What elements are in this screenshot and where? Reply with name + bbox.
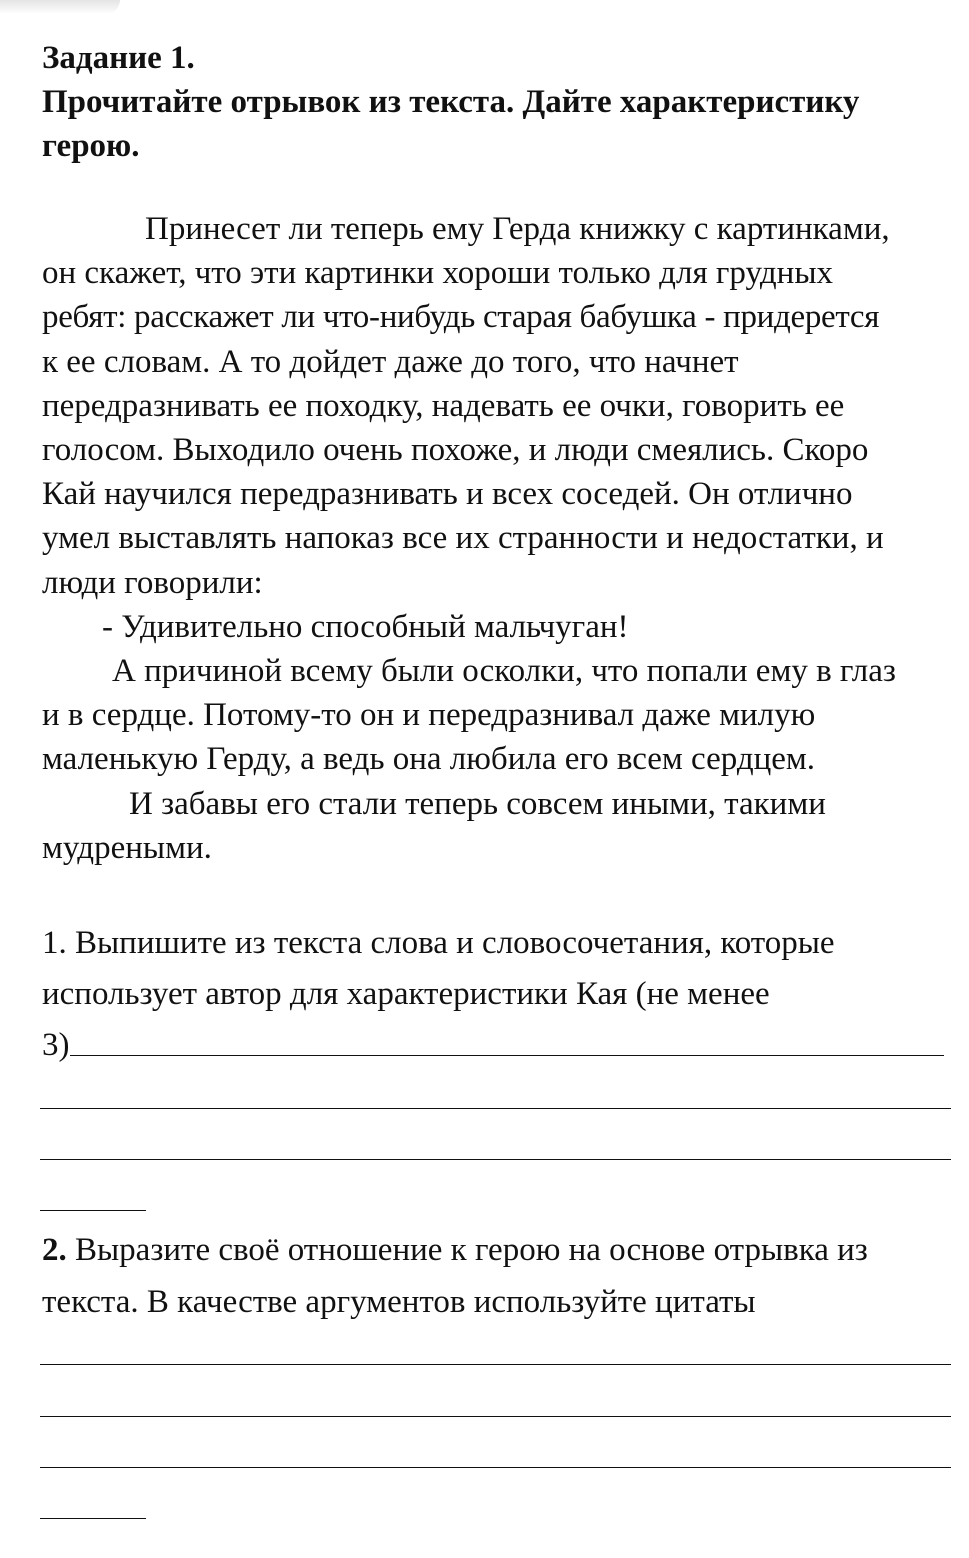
passage-line: передразнивать ее походку, надевать ее очки, говорить ее — [42, 387, 845, 424]
question-2-text: текста. В качестве аргументов используйте цитаты — [42, 1284, 756, 1320]
passage-dialogue-line: - Удивительно способный мальчуган! — [102, 608, 629, 645]
task-instruction-line: Прочитайте отрывок из текста. Дайте характеристику — [42, 84, 860, 120]
question-2-text: Выразите своё отношение к герою на основе отрывка из — [75, 1232, 868, 1268]
passage-line: Принесет ли теперь ему Герда книжку с картинками, — [145, 211, 890, 247]
passage-line: А причиной всему были осколки, что попали ему в глаз — [112, 653, 896, 690]
task-title: Задание 1. — [42, 40, 195, 76]
passage-line: мудреными. — [42, 829, 212, 866]
question-1-number: 1. — [42, 925, 67, 961]
question-2 — [42, 1224, 962, 1328]
answer-line[interactable] — [40, 1159, 951, 1160]
passage-line: он скажет, что эти картинки хороши только для грудных — [42, 255, 834, 292]
answer-line[interactable] — [40, 1364, 951, 1365]
task-instruction-line: герою. — [42, 128, 140, 164]
page-corner-shadow — [0, 0, 120, 14]
question-1-text: 3) — [42, 1027, 70, 1063]
passage-line: И забавы его стали теперь совсем иными, такими — [129, 785, 826, 822]
answer-line[interactable] — [40, 1518, 146, 1519]
passage-line: умел выставлять напоказ все их странности и недостатки, и — [42, 520, 884, 557]
answer-line[interactable] — [40, 1108, 951, 1109]
answer-line[interactable] — [40, 1210, 146, 1211]
passage-line: и в сердце. Потому-то он и передразнивал даже милую — [42, 697, 816, 734]
passage-line: к ее словам. А то дойдет даже до того, что начнет — [42, 343, 739, 380]
reading-passage — [42, 207, 962, 870]
question-1-text: Выпишите из текста слова и словосочетания, которые — [75, 925, 835, 961]
question-1 — [42, 918, 962, 1071]
passage-line: маленькую Герду, а ведь она любила его всем сердцем. — [42, 741, 816, 778]
passage-line: ребят: расскажет ли что-нибудь старая бабушка - придерется — [42, 299, 880, 336]
answer-line[interactable] — [40, 1416, 951, 1417]
question-1-text: использует автор для характеристики Кая (не менее — [42, 976, 770, 1012]
passage-line: Кай научился передразнивать и всех соседей. Он отлично — [42, 476, 853, 513]
answer-line[interactable] — [70, 1055, 944, 1056]
task-heading — [42, 36, 942, 168]
passage-line: люди говорили: — [42, 564, 263, 601]
question-2-number: 2. — [42, 1232, 67, 1268]
answer-line[interactable] — [40, 1467, 951, 1468]
passage-line: голосом. Выходило очень похоже, и люди смеялись. Скоро — [42, 432, 869, 469]
